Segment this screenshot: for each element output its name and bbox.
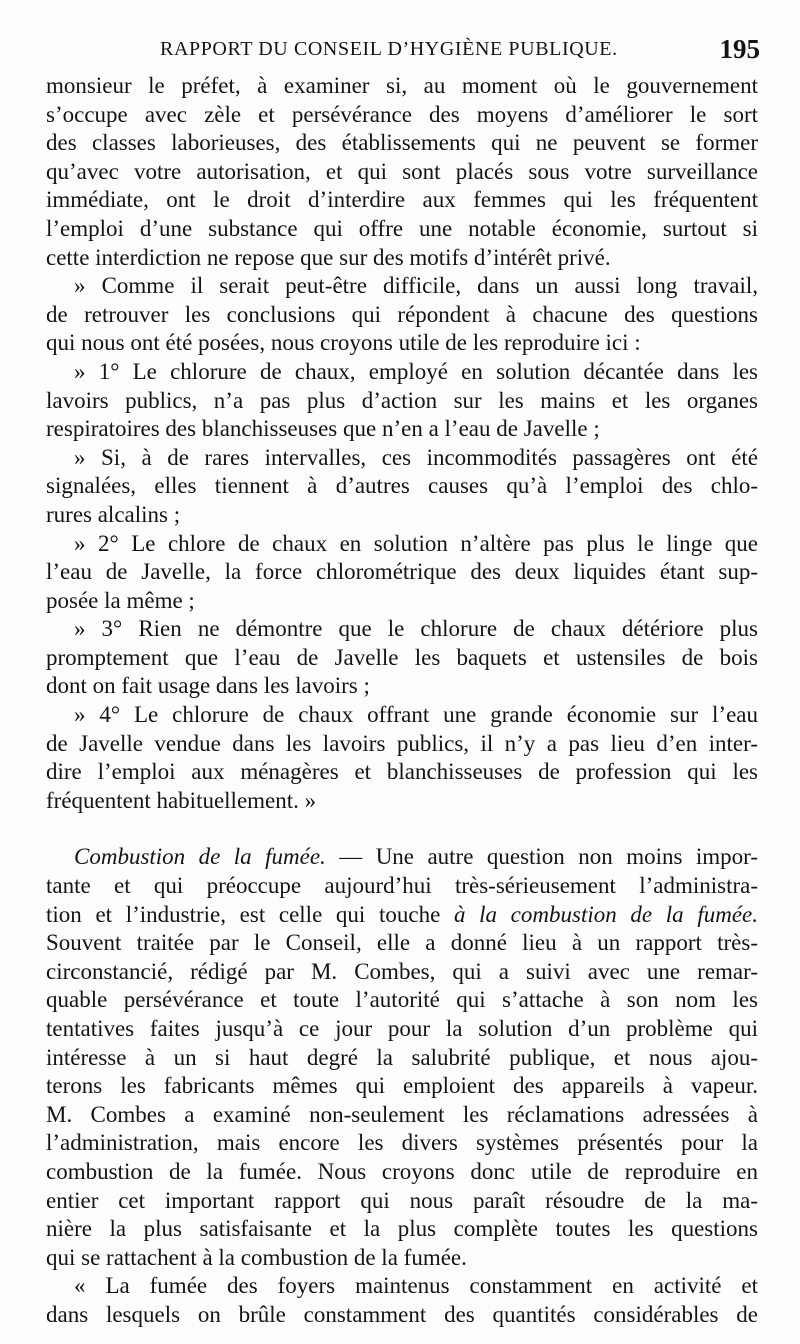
text-line: l’eau de Javelle, la force chlorométrique des deux liquides étant sup- (46, 559, 758, 585)
text-line (46, 901, 758, 930)
text-line: dont on fait usage dans les lavoirs ; (46, 673, 370, 699)
running-title: RAPPORT DU CONSEIL D’HYGIÈNE PUBLIQUE. (160, 38, 618, 60)
paragraph-continuation (46, 72, 758, 272)
text-run: tion et l’industrie, est celle qui touche (46, 901, 454, 927)
text-line: combustion de la fumée. Nous croyons donc utile de reproduire en (46, 1158, 758, 1184)
text-line: dire l’emploi aux ménagères et blanchisseuses de profession qui les (46, 759, 758, 785)
running-header (0, 34, 800, 64)
text-line: terons les fabricants mêmes qui emploient des appareils à vapeur. (46, 1073, 758, 1099)
text-line: qu’avec votre autorisation, et qui sont placés sous votre surveillance (46, 158, 758, 184)
text-line: tentatives faites jusqu’à ce jour pour la solution d’un problème qui (46, 1016, 758, 1041)
text-line: posée la même ; (46, 587, 195, 613)
text-line: » 3° Rien ne démontre que le chlorure de chaux détériore plus (74, 616, 758, 642)
text-line: dans lesquels on brûle constamment des quantités considérables de (46, 1301, 758, 1327)
text-line: l’administration, mais encore les divers systèmes présentés pour la (46, 1130, 758, 1156)
text-line (46, 843, 758, 872)
text-line: circonstancié, rédigé par M. Combes, qui a suivi avec une remar- (46, 958, 758, 984)
text-line: lavoirs publics, n’a pas plus d’action sur les mains et les organes (46, 387, 758, 413)
conclusion-4 (46, 701, 758, 815)
text-line: fréquentent habituellement. » (46, 787, 317, 813)
text-line: s’occupe avec zèle et persévérance des moyens d’améliorer le sort (46, 101, 758, 127)
text-line: l’emploi d’une substance qui offre une notable économie, surtout si (46, 215, 758, 241)
text-line: de retrouver les conclusions qui répondent à chacune des questions (46, 301, 758, 327)
text-line: Souvent traitée par le Conseil, elle a donné lieu à un rapport très- (46, 930, 758, 956)
section-gap (46, 815, 758, 843)
text-line: des classes laborieuses, des établissements qui ne peuvent se former (46, 130, 758, 156)
quoted-report (46, 1272, 758, 1329)
text-line: promptement que l’eau de Javelle les baquets et ustensiles de bois (46, 644, 758, 670)
text-line: M. Combes a examiné non-seulement les réclamations adressées à (46, 1101, 758, 1127)
paragraph-conclusions-intro (46, 272, 758, 358)
text-line: » Si, à de rares intervalles, ces incommodités passagères ont été (74, 444, 758, 470)
text-line: intéresse à un si haut degré la salubrité publique, et nous ajou- (46, 1044, 758, 1070)
text-line: rures alcalins ; (46, 501, 181, 527)
text-line: quable persévérance et toute l’autorité qui s’attache à son nom les (46, 987, 758, 1013)
text-line: qui nous ont été posées, nous croyons utile de les reproduire ici : (46, 330, 641, 356)
text-line: » 4° Le chlorure de chaux offrant une grande économie sur l’eau (74, 702, 758, 728)
conclusion-2 (46, 530, 758, 616)
page-number: 195 (719, 34, 760, 64)
text-run: — Une autre question non moins impor- (325, 844, 758, 870)
body-text (46, 72, 758, 1330)
text-line: cette interdiction ne repose que sur des motifs d’intérêt privé. (46, 244, 611, 270)
text-line: entier cet important rapport qui nous paraît résoudre de la ma- (46, 1187, 758, 1213)
text-line: » 2° Le chlore de chaux en solution n’altère pas plus le linge que (74, 530, 758, 556)
text-line: immédiate, ont le droit d’interdire aux femmes qui les fréquentent (46, 187, 758, 213)
text-line: nière la plus satisfaisante et la plus complète toutes les questions (46, 1216, 758, 1242)
section-combustion (46, 843, 758, 1272)
conclusion-1 (46, 358, 758, 444)
section-heading: Combustion de la fumée. (74, 844, 326, 870)
conclusion-remark (46, 444, 758, 530)
text-line: signalées, elles tiennent à d’autres causes qu’à l’emploi des chlo- (46, 473, 758, 499)
text-line: tante et qui préoccupe aujourd’hui très-sérieusement l’administra- (46, 873, 758, 899)
text-line: » 1° Le chlorure de chaux, employé en solution décantée dans les (74, 358, 758, 384)
text-line: de Javelle vendue dans les lavoirs publics, il n’y a pas lieu d’en inter- (46, 730, 758, 756)
text-line: « La fumée des foyers maintenus constamment en activité et (74, 1273, 758, 1299)
text-line: » Comme il serait peut-être difficile, dans un aussi long travail, (74, 273, 758, 299)
text-line: qui se rattachent à la combustion de la fumée. (46, 1244, 467, 1270)
emphasis: à la combustion de la fumée. (453, 901, 758, 927)
text-line: respiratoires des blanchisseuses que n’en a l’eau de Javelle ; (46, 416, 600, 442)
conclusion-3 (46, 615, 758, 701)
text-line: monsieur le préfet, à examiner si, au moment où le gouvernement (46, 73, 758, 98)
